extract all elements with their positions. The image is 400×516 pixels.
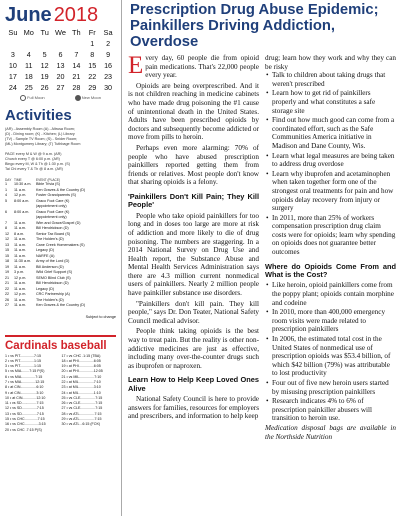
baseball-game: 2 • vs PIT..............1:15 [5,358,42,363]
calendar-day: 25 [24,83,33,92]
recurring-activity: Tai Chi every T & Th @ 8 a.m. (AR) [5,167,63,171]
calendar-day: 20 [56,72,65,81]
event-name: NARFE (A) [36,253,55,258]
calendar-day: 26 [40,83,49,92]
event-day: 27 [5,303,10,307]
calendar-day-header: Th [72,28,81,37]
event-day: 21 [5,275,10,280]
event-day: 13 [5,242,10,247]
location-legend-line: (D) - Dining room; (K) - Kitchen; (L) Library [5,132,75,136]
baseball-game: 20 • at PHI...............12:05 [61,369,103,374]
article-paragraph: People think taking opioids is the best way to treat pain. But the reality is other non-addictive medicines are just as effective, including many over-the-counter drugs such as ibuprofen or naproxen. [128,327,259,370]
bullet-item: • In 2010, more than 400,000 emergency room visits were made related to prescription painkillers [272,308,396,334]
full-moon-legend: Full Moon [20,95,45,101]
calendar-grid [5,28,116,92]
bullet-item: • In 2006, the estimated total cost in the United States of nonmedical use of prescription opioids was $53.4 billion, of which $42 billion (79%) was attributable to lost productivity [272,335,396,378]
event-time: 11 a.m. [14,297,27,302]
bullet-item: • Find out how much good can come from a coordinated effort, such as the Safe Communities America initiative in Madison and Dane County, Wis. [272,116,396,150]
event-name: Wim and Grace/Gospel (D) [36,220,81,225]
bullet-item: • In 2011, more than 25% of workers compensation prescription drug claim costs were for opioids; learn why spending on opioids does not guarantee better outcomes [272,214,396,257]
event-name: Ken Graves & the Country (D) [36,187,86,192]
article-column-1 [128,54,259,441]
article-paragraph: "Painkillers don't kill pain. They kill people," says Dr. Don Teater, National Safety Council medical advisor. [128,299,259,325]
event-day: 22 [5,292,10,296]
baseball-game: 22 • at MIL...............7:10 [61,379,101,384]
activities-title: Activities [5,107,72,124]
bullet-item: • Like heroin, opioid painkillers come from the poppy plant; opioids contain morphine and codeine [272,281,396,307]
calendar-day: 16 [104,61,113,70]
baseball-game: 20 • vs CHC .7:15 P(S) [5,427,42,432]
event-name: Army of the Lord (D) [36,259,70,263]
new-moon-legend: New Moon [75,95,101,101]
event-time: 11 a.m. [14,303,27,307]
article-subhead: Where do Opioids Come From and What is the Cost? [265,261,396,280]
bullet-item: • Learn why ibuprofen and acetaminophen when taken together form one of the strongest oral treatments for pain and how opioids delay recovery from injury or surgery [272,170,396,213]
baseball-game: 5 • vs MIA........7:15 P(S) [5,369,45,374]
event-row [5,303,116,309]
calendar-day: 17 [8,72,17,81]
event-time: 12 p.m. [14,292,27,296]
recurring-activity: Bingo every M, W & Th @ 1:30 p.m. (S) [5,162,70,166]
bullet-item: • Learn how to get rid of painkillers properly and what constitutes a safe storage site [272,89,396,115]
event-day: 21 [5,281,10,285]
calendar-header [5,4,116,27]
baseball-column-left [5,354,60,433]
location-legend-line: (ML) Montgomery Library; (T) Tuthbage Room [5,142,81,146]
calendar-day: 7 [74,50,79,59]
event-time: 11 a.m. [14,242,27,247]
event-time: 11 a.m. [14,253,27,258]
event-time: 3 p.m. [14,270,25,274]
events-header-event: EVENT (PLACE) [36,178,61,182]
event-time: 12 p.m. [14,275,27,280]
drop-cap: E [128,52,144,79]
calendar-day: 5 [42,50,47,59]
baseball-game: 28 • vs ATL...............7:15 [61,411,102,416]
baseball-game: 3 • vs PIT..............1:15 [5,364,42,369]
calendar-day [5,39,21,48]
article-column-2 [265,54,396,441]
calendar-day: 24 [8,83,17,92]
baseball-game: 8 • at CIN................6:10 [5,385,44,390]
event-day: 19 [5,264,10,269]
disposal-note: Medication disposal bags are available in the Northside Nutrition [265,423,396,441]
baseball-game: 19 • at PHI...............6:05 [61,364,101,369]
calendar-day: 9 [106,50,111,59]
event-name: Legacy (D) [36,248,55,252]
calendar-day: 23 [104,72,113,81]
calendar-day-header: Fr [88,28,96,37]
event-name: Legacy (D) [36,286,55,291]
event-name: SEMO Blind Club (S) [36,275,71,280]
article-paragraph: Opioids are being overprescribed. And it is not children reaching in medicine cabinets who have made drug poisoning the #1 cause of unintentional death in the United States. Adults have been prescribed opioids by doctors and subsequently become addicted or move from pills to heroin. [128,81,259,142]
baseball-game: 9 • at CIN................3:10 [5,390,44,395]
calendar-day: 19 [40,72,49,81]
calendar-day: 10 [8,61,17,70]
article-headline: Prescription Drug Abuse Epidemic; Painkillers Driving Addiction, Overdose [130,2,379,50]
event-time: 8:00 a.m. [14,198,30,203]
calendar-day: 2 [106,39,111,48]
calendar-day-header: Tu [40,28,49,37]
baseball-game: 10 • at CIN..............12:10 [5,395,46,400]
calendar-day: 11 [25,61,33,70]
article-paragraph: Every day, 60 people die from opioid pain medications. That's 22,000 people every year. [128,52,259,80]
event-day: 1 [5,182,8,186]
event-name: CRC Partnership (A) [36,292,70,296]
baseball-game: 23 • at MIL...............3:10 [61,385,101,390]
event-day: 6 [5,209,8,214]
calendar-day [21,39,37,48]
new-moon-icon [75,95,81,101]
event-name: Graco Foot Care (K) [36,198,70,203]
calendar-day: 29 [88,83,97,92]
event-time: 11 a.m. [14,187,27,192]
event-name: Bible Trivia (S) [36,182,60,186]
event-time: 11 a.m. [14,220,27,225]
location-legend-line: (TV) - Sample TV Room; (S) - Snider Room; [5,137,78,141]
baseball-schedule [5,354,116,433]
event-day: 18 [5,259,10,263]
calendar-month: June [5,4,52,26]
event-time: 11 a.m. [14,264,27,269]
calendar-day-header: Mo [23,28,34,37]
event-time: 12 p.m. [14,193,27,197]
baseball-game: 21 • vs MIL...............7:10 [61,374,102,379]
recurring-activity: Church every T @ 6:00 p.m. (AR) [5,157,60,161]
event-time: 10:30 a.m. [14,182,32,186]
article-subhead: Learn How to Help Keep Loved Ones Alive [128,375,259,393]
article [128,0,396,441]
event-name: Ken Graves & the Country (D) [36,303,86,307]
event-time: 8:00 a.m. [14,209,30,214]
baseball-game: 17 • vs CHC .1:15 (TBA) [61,353,101,358]
baseball-game: 26 • vs CLE...............7:15 [61,401,103,406]
location-legend [5,127,116,147]
event-day: 5 [5,198,8,203]
calendar-day-header: Su [8,28,18,37]
event-name: Graco Foot Care (K) [36,209,70,214]
calendar-day: 27 [56,83,65,92]
event-name: Wild Grief Support (S) [36,270,73,274]
baseball-game: 27 • vs CLE...............7:15 [61,406,103,411]
event-time: 11 a.m. [14,237,27,241]
event-day: 7 [5,220,8,225]
events-header-time: TIME [14,178,22,182]
calendar-day: 13 [56,61,65,70]
calendar-day-header: We [55,28,66,37]
recurring-activity: PACE every M & W @ 9 a.m. (AR) [5,152,62,156]
baseball-game: 24 • at MIL...............1:10 [61,390,101,395]
article-paragraph: Perhaps even more alarming: 70% of people who have abused prescription painkillers reported getting them from friends or relatives. Most people don't know that sharing opioids is a felony. [128,143,259,187]
calendar-day [53,39,69,48]
event-day: 26 [5,297,10,302]
baseball-game: 6 • vs MIA..............7:15 [5,374,43,379]
event-time: 8 a.m. [14,231,25,236]
article-continuation: drug; learn how they work and why they can be risky [265,54,396,71]
event-day: 22 [5,286,10,291]
calendar-day: 28 [72,83,81,92]
event-time: 11 a.m. [14,281,27,285]
full-moon-icon [20,95,26,101]
event-day: 12 [5,237,10,241]
calendar-day: 4 [26,50,31,59]
bullet-item: • Talk to children about taking drugs that weren't prescribed [272,71,396,88]
calendar-day: 15 [88,61,97,70]
bullet-list [265,71,396,256]
calendar-day [37,39,53,48]
baseball-title: Cardinals baseball [5,335,116,352]
calendar-day: 1 [90,39,95,48]
event-day: 15 [5,253,10,258]
baseball-game: 1 • vs PIT..............7:15 [5,353,42,358]
sidebar [0,0,122,516]
calendar-year: 2018 [53,4,99,26]
event-time: 11 a.m. [14,226,27,230]
event-day: 12 [5,231,10,236]
calendar-day: 21 [72,72,81,81]
calendar-day: 8 [90,50,95,59]
baseball-game: 29 • vs ATL...............7:15 [61,417,102,422]
event-day: 1 [5,187,8,192]
article-subhead: 'Painkillers Don't Kill Pain; They Kill People' [128,191,259,210]
event-name: Cane Creek Homemakers (S) [36,242,85,247]
calendar-day-header: Sa [103,28,113,37]
event-name: The Holden's (D) [36,237,64,241]
event-name: (appointment only) [36,204,67,208]
baseball-game: 16 • vs CHC..............3:15 [5,422,46,427]
calendar-day: 6 [58,50,63,59]
baseball-game: 7 • vs MIA..............12:15 [5,379,45,384]
recurring-activities [5,152,116,172]
bullet-list [265,281,396,423]
event-name: Foster Grandparents (S) [36,193,76,197]
baseball-game: 25 • vs CLE...............7:15 [61,395,103,400]
moon-legend [5,95,116,101]
event-day: 19 [5,270,10,274]
event-name: Bill Anderson (D) [36,264,64,269]
events-list [5,178,116,309]
bullet-item: • Four out of five new heroin users started by misusing prescription painkillers [272,379,396,396]
event-name: The Holden's (D) [36,297,64,302]
event-day: 4 [5,193,8,197]
location-legend-line: (AR) - Assembly Room (A) - Altrusa Room; [5,127,75,131]
event-name: Senior Tax Board (S) [36,231,71,236]
article-paragraph: National Safety Council is here to provide answers for families, resources for employers and prescribers, and information to help keep [128,395,259,421]
event-time: 11 a.m. [14,286,27,291]
calendar-day: 12 [40,61,49,70]
subject-to-change-note: Subject to change [85,314,116,319]
calendar-day: 14 [72,61,81,70]
baseball-game: 13 • vs SD...............7:15 [5,411,44,416]
baseball-game: 18 • at PHI...............6:05 [61,358,101,363]
article-paragraph: People who take opioid painkillers for too long and in doses too large are more at risk of addiction and more likely to die of drug poisoning. The numbers are staggering. In a 2014 National Survey on Drug Use and Health report, the Substance Abuse and Mental Health Services Administration says there are 4.3 million current nonmedical users of painkillers. Nearly 2 million people have painkiller substance use disorders. [128,211,259,298]
event-name: Bill Hendrickson (D) [36,226,69,230]
event-time: 11 a.m. [14,248,27,252]
calendar-day: 30 [104,83,113,92]
baseball-game: 11 • vs SD...............7:15 [5,401,44,406]
event-day: 8 [5,226,8,230]
event-time: 11:30 a.m. [14,259,32,263]
event-day: 15 [5,248,10,252]
baseball-column-right [62,354,117,433]
baseball-game: 30 • vs ATL ..6:15 (FOX) [61,422,101,427]
bullet-item: • Learn what legal measures are being taken to address drug overdose [272,152,396,169]
calendar-day: 18 [24,72,33,81]
calendar-day: 3 [10,50,15,59]
events-header-day: DAY [5,178,12,182]
baseball-game: 12 • vs SD...............7:15 [5,406,44,411]
event-name: (appointment only) [36,215,67,219]
calendar-day [68,39,84,48]
bullet-item: • Research indicates 4% to 6% of prescription painkiller abusers will transition to heroin use. [272,397,396,423]
baseball-game: 15 • vs CHC.............7:15 [5,417,45,422]
event-name: Bill Hendrickson (D) [36,281,69,285]
calendar-day: 22 [88,72,97,81]
